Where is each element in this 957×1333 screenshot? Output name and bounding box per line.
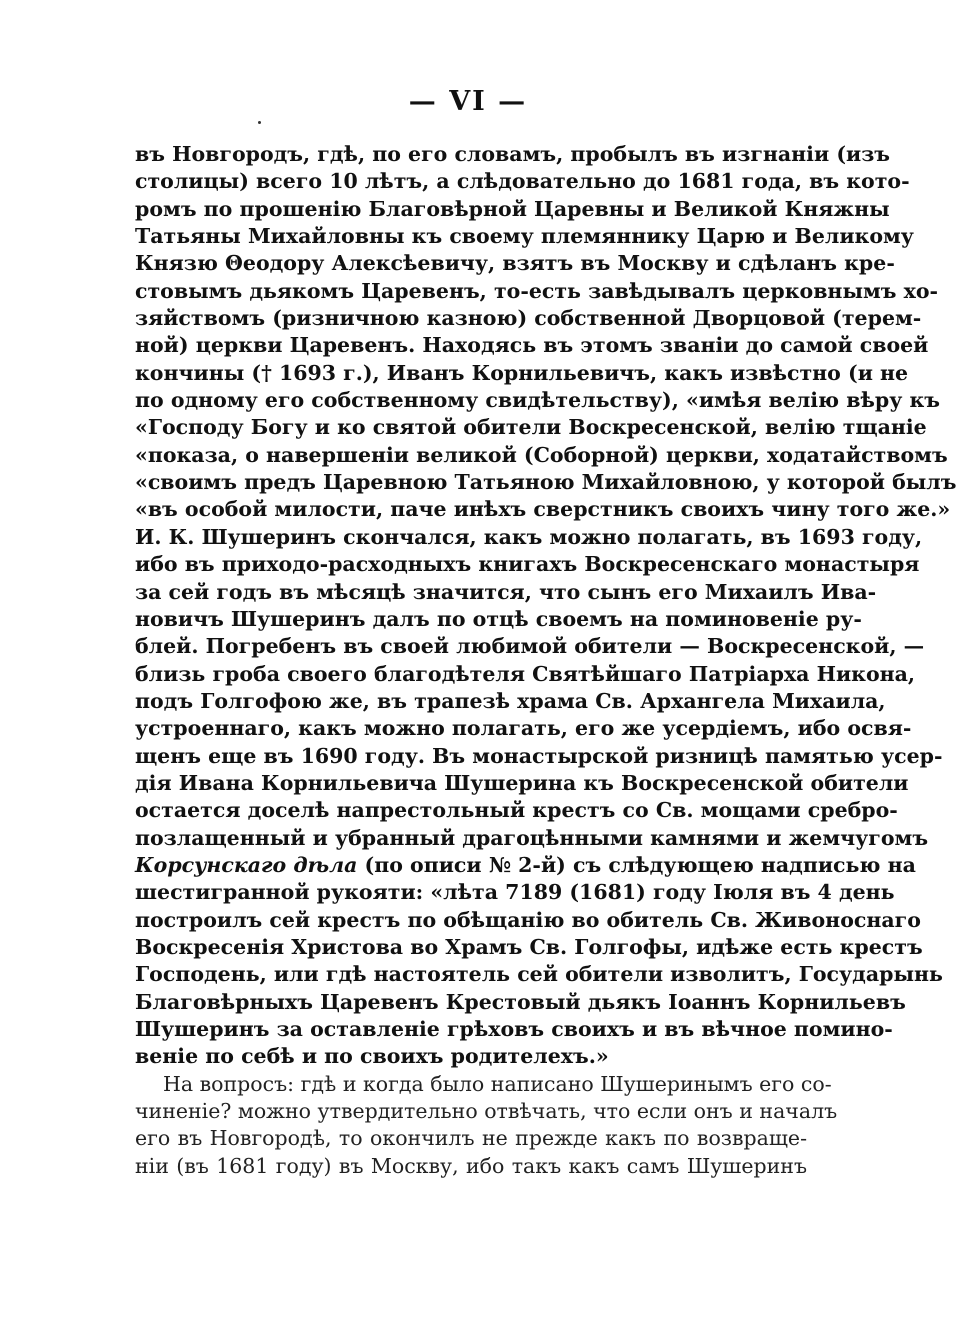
text-line: ибо въ приходо-расходныхъ книгахъ Воскресенскаго монастыря [135, 552, 920, 577]
text-line: веніе по себѣ и по своихъ родителехъ.» [135, 1044, 609, 1069]
text-line: дія Ивана Корнильевича Шушерина къ Воскресенской обители [135, 770, 909, 795]
text-line: «Господу Богу и ко святой обители Воскресенской, велію тщаніе [135, 415, 927, 440]
line-text: (по описи № 2-й) съ слѣдующею надписью на [357, 852, 916, 877]
page-number: — VI — [408, 86, 528, 117]
text-line: Воскресенія Христова во Храмъ Св. Голгофы, идѣже есть крестъ [135, 934, 923, 959]
text-line: Благовѣрныхъ Царевенъ Крестовый дьякъ Іоаннъ Корнильевъ [135, 989, 906, 1014]
text-line: за сей годъ въ мѣсяцѣ значится, что сынъ его Михаилъ Ива- [135, 579, 877, 604]
text-line: кончины († 1693 г.), Иванъ Корнильевичъ, какъ извѣстно (и не [135, 360, 909, 385]
text-line: стовымъ дьякомъ Царевенъ, то-есть завѣдывалъ церковнымъ хо- [135, 278, 939, 303]
italic-phrase: Корсунскаго дѣла [135, 852, 358, 877]
text-line: зяйствомъ (ризничною казною) собственной Дворцовой (терем- [135, 306, 922, 331]
text-line: его въ Новгородѣ, то окончилъ не прежде какъ по возвраще- [135, 1126, 807, 1151]
text-line: «показа, о навершеніи великой (Соборной) церкви, ходатайствомъ [135, 442, 948, 467]
text-line: устроеннаго, какъ можно полагать, его же усердіемъ, ибо освя- [135, 716, 912, 741]
text-line: подъ Голгофою же, въ трапезѣ храма Св. Архангела Михаила, [135, 688, 886, 713]
text-line: ромъ по прошенію Благовѣрной Царевны и Великой Княжны [135, 196, 890, 221]
print-speck [258, 121, 261, 124]
text-line: шестигранной рукояти: «лѣта 7189 (1681) году Іюля въ 4 день [135, 880, 895, 905]
body-text [135, 141, 957, 1180]
text-line: построилъ сей крестъ по обѣщанію во обитель Св. Живоноснаго [135, 907, 921, 932]
text-line: И. К. Шушеринъ скончался, какъ можно полагать, въ 1693 году, [135, 524, 923, 549]
text-line: въ Новгородъ, гдѣ, по его словамъ, пробылъ въ изгнаніи (изъ [135, 142, 891, 166]
text-line: Татьяны Михайловны къ своему племяннику Царю и Великому [135, 224, 914, 249]
text-line: «своимъ предъ Царевною Татьяною Михайловною, у которой былъ [135, 470, 957, 495]
text-line: по одному его собственному свидѣтельству), «имѣя велію вѣру къ [135, 388, 940, 413]
text-line: столицы) всего 10 лѣтъ, а слѣдовательно до 1681 года, въ кото- [135, 169, 910, 194]
text-line: Князю Θеодору Алексѣевичу, взятъ въ Москву и сдѣланъ кре- [135, 251, 895, 276]
text-line: Шушеринъ за оставленіе грѣховъ своихъ и въ вѣчное помино- [135, 1017, 893, 1041]
text-line: ной) церкви Царевенъ. Находясь въ этомъ званіи до самой своей [135, 333, 929, 358]
text-line: «въ особой милости, паче инѣхъ сверстникъ своихъ чину того же.» [135, 497, 951, 522]
text-line: ніи (въ 1681 году) въ Москву, ибо такъ какъ самъ Шушеринъ [135, 1153, 807, 1178]
text-line: блей. Погребенъ въ своей любимой обители — Воскресенской, — [135, 634, 925, 659]
text-line: Господень, или гдѣ настоятель сей обители изволитъ, Государынь [135, 962, 943, 987]
text-line: щенъ еще въ 1690 году. Въ монастырской ризницѣ памятью усер- [135, 743, 943, 768]
text-line: позлащенный и убранный драгоцѣнными камнями и жемчугомъ [135, 825, 929, 850]
text-line [135, 852, 916, 879]
text-line: близь гроба своего благодѣтеля Святѣйшаго Патріарха Никона, [135, 661, 916, 686]
text-line: остается доселѣ напрестольный крестъ со Св. мощами сребро- [135, 798, 898, 823]
text-line: На вопросъ: гдѣ и когда было написано Шушеринымъ его со- [163, 1071, 832, 1096]
text-line: чиненіе? можно утвердительно отвѣчать, что если онъ и началъ [135, 1099, 838, 1124]
text-line: новичъ Шушеринъ далъ по отцѣ своемъ на поминовеніе ру- [135, 606, 862, 631]
